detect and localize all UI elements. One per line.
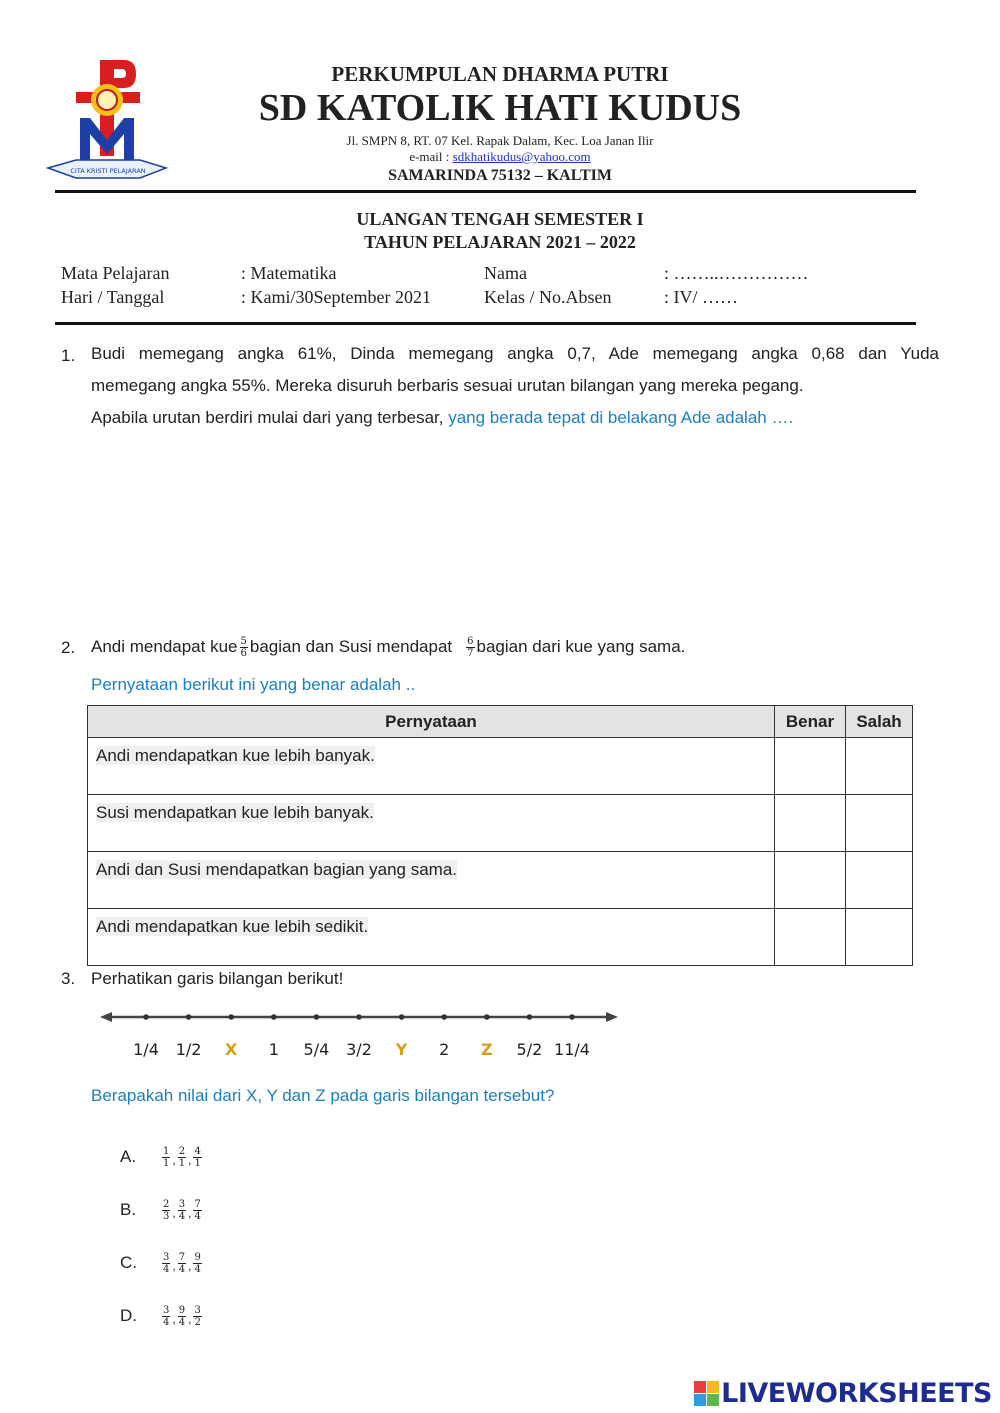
liveworksheets-logo-icon bbox=[694, 1381, 719, 1406]
number-line-label: 5/2 bbox=[516, 1040, 543, 1059]
table-row bbox=[88, 909, 913, 966]
benar-answer-cell[interactable] bbox=[775, 738, 846, 795]
fraction: $\frac{3}{2}$ bbox=[194, 1304, 201, 1328]
number-line-tick bbox=[484, 1014, 490, 1020]
question-1-ask: yang berada tepat di belakang Ade adalah …. bbox=[448, 408, 794, 427]
unknown-label-x: X bbox=[225, 1040, 238, 1059]
date-value: : Kami/30September 2021 bbox=[241, 287, 431, 307]
date-label: Hari / Tanggal bbox=[61, 287, 165, 307]
number-line-label: 1 bbox=[268, 1040, 279, 1059]
left-arrow-icon bbox=[100, 1012, 112, 1022]
fraction: $\frac{9}{4}$ bbox=[194, 1251, 201, 1275]
separator: , bbox=[188, 1312, 192, 1326]
question-2-text-a: Andi mendapat kue bbox=[91, 637, 238, 656]
question-1-line-2: memegang angka 55%. Mereka disuruh berbaris sesuai urutan bilangan yang mereka pegang. bbox=[91, 376, 804, 395]
fraction: $\frac{4}{1}$ bbox=[194, 1145, 201, 1169]
number-line-tick bbox=[314, 1014, 320, 1020]
question-2-number: 2. bbox=[61, 638, 76, 657]
separator: , bbox=[188, 1153, 192, 1167]
header-benar: Benar bbox=[775, 706, 846, 738]
option-d[interactable] bbox=[120, 1299, 204, 1333]
email-label: e-mail : bbox=[409, 149, 453, 164]
number-line-label: 3/2 bbox=[346, 1040, 372, 1059]
unknown-label-z: Z bbox=[480, 1040, 493, 1059]
option-fractions bbox=[160, 1305, 204, 1328]
separator: , bbox=[188, 1259, 192, 1273]
option-fractions bbox=[160, 1252, 204, 1275]
svg-text:CITA KRISTI PELAJARAN: CITA KRISTI PELAJARAN bbox=[70, 167, 146, 175]
number-line-label: 2 bbox=[439, 1040, 450, 1059]
question-1-line-1: Budi memegang angka 61%, Dinda memegang angka 0,7, Ade memegang angka 0,68 dan Yuda bbox=[91, 344, 939, 363]
question-1-line-3 bbox=[91, 402, 793, 434]
info-divider bbox=[55, 322, 916, 325]
question-2-text-c: bagian dari kue yang sama. bbox=[476, 637, 686, 656]
table-row bbox=[88, 738, 913, 795]
exam-title: ULANGAN TENGAH SEMESTER I bbox=[356, 209, 644, 229]
number-line-tick bbox=[441, 1014, 447, 1020]
subject-label: Mata Pelajaran bbox=[61, 263, 170, 283]
option-b[interactable] bbox=[120, 1193, 204, 1227]
question-3-prompt: Berapakah nilai dari X, Y dan Z pada garis bilangan tersebut? bbox=[91, 1086, 555, 1105]
fraction: $\frac{3}{4}$ bbox=[178, 1198, 186, 1222]
fraction-six-sevenths: $\frac{6}{7}$ bbox=[467, 635, 474, 659]
option-label: C. bbox=[120, 1253, 137, 1272]
school-name: SD KATOLIK HATI KUDUS bbox=[258, 87, 742, 129]
email-link[interactable]: sdkhatikudus@yahoo.com bbox=[452, 149, 591, 164]
question-2-text-b: bagian dan Susi mendapat bbox=[249, 637, 453, 656]
table-row bbox=[88, 795, 913, 852]
option-label: D. bbox=[120, 1306, 137, 1325]
fraction: $\frac{7}{4}$ bbox=[194, 1198, 201, 1222]
school-email-line bbox=[0, 149, 1000, 165]
number-line-tick bbox=[143, 1014, 149, 1020]
right-arrow-icon bbox=[606, 1012, 618, 1022]
number-line-graphic bbox=[98, 1005, 622, 1065]
fraction: $\frac{2}{1}$ bbox=[178, 1145, 186, 1169]
subject-value: : Matematika bbox=[241, 263, 337, 283]
fraction: $\frac{3}{4}$ bbox=[163, 1251, 170, 1275]
number-line-tick bbox=[569, 1014, 575, 1020]
header-statement: Pernyataan bbox=[88, 706, 775, 738]
number-line-tick bbox=[228, 1014, 234, 1020]
statement-cell: Andi dan Susi mendapatkan bagian yang sama. bbox=[88, 852, 775, 909]
option-label: A. bbox=[120, 1147, 137, 1166]
question-2-text bbox=[91, 629, 685, 665]
option-a[interactable] bbox=[120, 1140, 204, 1174]
separator: , bbox=[172, 1259, 176, 1273]
number-line-label: 11/4 bbox=[554, 1040, 590, 1059]
question-2-prompt: Pernyataan berikut ini yang benar adalah .. bbox=[91, 675, 416, 694]
header-divider bbox=[55, 190, 916, 193]
number-line-label: 5/4 bbox=[303, 1040, 330, 1059]
school-city: SAMARINDA 75132 – KALTIM bbox=[388, 167, 612, 184]
question-1-condition: Apabila urutan berdiri mulai dari yang terbesar, bbox=[91, 408, 449, 427]
statement-cell: Andi mendapatkan kue lebih sedikit. bbox=[88, 909, 775, 966]
organization-name: PERKUMPULAN DHARMA PUTRI bbox=[331, 62, 669, 86]
benar-answer-cell[interactable] bbox=[775, 852, 846, 909]
fraction: $\frac{9}{4}$ bbox=[178, 1304, 186, 1328]
statement-table-header bbox=[88, 706, 913, 738]
statement-table bbox=[87, 705, 913, 966]
fraction: $\frac{3}{4}$ bbox=[163, 1304, 170, 1328]
number-line bbox=[98, 1005, 622, 1065]
liveworksheets-brand bbox=[694, 1378, 992, 1409]
separator: , bbox=[172, 1206, 176, 1220]
option-fractions bbox=[160, 1146, 204, 1169]
benar-answer-cell[interactable] bbox=[775, 909, 846, 966]
statement-cell: Andi mendapatkan kue lebih banyak. bbox=[88, 738, 775, 795]
number-line-tick bbox=[186, 1014, 192, 1020]
unknown-label-y: Y bbox=[395, 1040, 408, 1059]
separator: , bbox=[188, 1206, 192, 1220]
salah-answer-cell[interactable] bbox=[846, 852, 913, 909]
class-label: Kelas / No.Absen bbox=[484, 287, 612, 307]
question-3-number: 3. bbox=[61, 969, 76, 988]
salah-answer-cell[interactable] bbox=[846, 738, 913, 795]
header-salah: Salah bbox=[846, 706, 913, 738]
option-c[interactable] bbox=[120, 1246, 204, 1280]
separator: , bbox=[172, 1312, 176, 1326]
fraction: $\frac{1}{1}$ bbox=[163, 1145, 170, 1169]
question-3-text: Perhatikan garis bilangan berikut! bbox=[91, 969, 344, 988]
school-address: Jl. SMPN 8, RT. 07 Kel. Rapak Dalam, Kec. Loa Janan Ilir bbox=[346, 133, 654, 148]
number-line-tick bbox=[271, 1014, 277, 1020]
fraction-five-sixths: $\frac{5}{6}$ bbox=[240, 635, 247, 659]
option-fractions bbox=[160, 1199, 204, 1222]
benar-answer-cell[interactable] bbox=[775, 795, 846, 852]
number-line-tick bbox=[356, 1014, 362, 1020]
number-line-tick bbox=[527, 1014, 533, 1020]
table-row bbox=[88, 852, 913, 909]
statement-cell: Susi mendapatkan kue lebih banyak. bbox=[88, 795, 775, 852]
number-line-tick bbox=[399, 1014, 405, 1020]
salah-answer-cell[interactable] bbox=[846, 909, 913, 966]
fraction: $\frac{7}{4}$ bbox=[178, 1251, 186, 1275]
question-1-number: 1. bbox=[61, 346, 76, 365]
name-label: Nama bbox=[484, 263, 527, 283]
exam-year: TAHUN PELAJARAN 2021 – 2022 bbox=[364, 232, 636, 252]
name-value[interactable]: : ……..…………… bbox=[664, 263, 809, 283]
separator: , bbox=[172, 1153, 176, 1167]
salah-answer-cell[interactable] bbox=[846, 795, 913, 852]
fraction: $\frac{2}{3}$ bbox=[163, 1198, 170, 1222]
option-label: B. bbox=[120, 1200, 137, 1219]
liveworksheets-wordmark: LIVEWORKSHEETS bbox=[721, 1378, 992, 1409]
class-value[interactable]: : IV/ …… bbox=[664, 287, 738, 307]
number-line-label: 1/2 bbox=[175, 1040, 202, 1059]
number-line-label: 1/4 bbox=[133, 1040, 159, 1059]
